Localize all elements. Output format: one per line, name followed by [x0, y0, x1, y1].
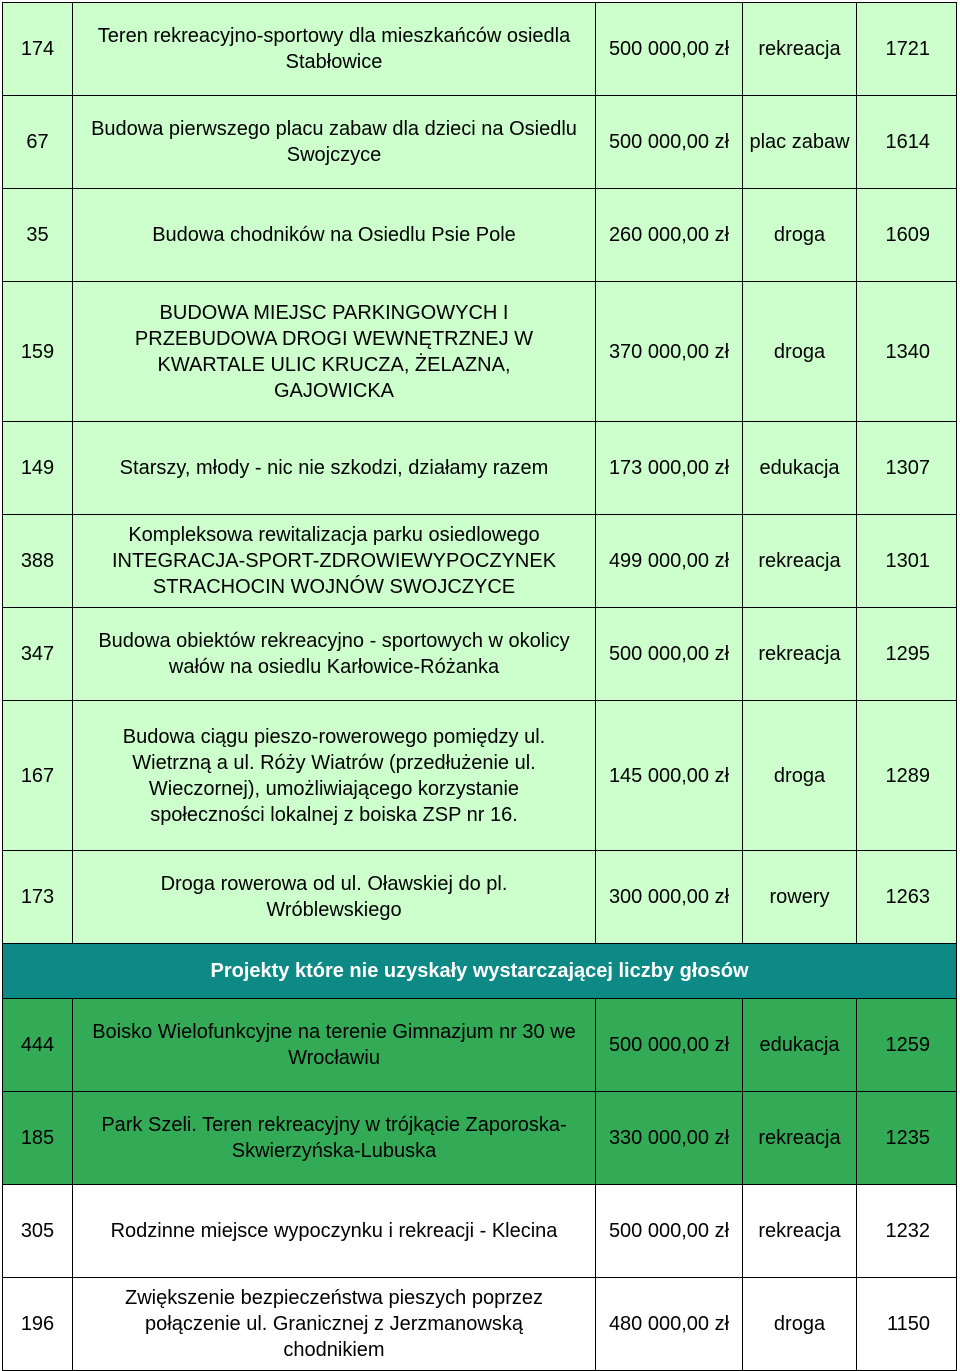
- project-name: Kompleksowa rewitalizacja parku osiedlowego INTEGRACJA-SPORT-ZDROWIEWYPOCZYNEK STRACHOCIN WOJNÓW SWOJCZYCE: [73, 515, 596, 608]
- table-row: [3, 999, 957, 1092]
- project-cost: 145 000,00 zł: [596, 701, 743, 851]
- table-row: [3, 515, 957, 608]
- project-votes: 1301: [857, 515, 957, 608]
- project-id: 305: [3, 1185, 73, 1278]
- project-cost: 330 000,00 zł: [596, 1092, 743, 1185]
- project-cost: 500 000,00 zł: [596, 1185, 743, 1278]
- project-name: Droga rowerowa od ul. Oławskiej do pl. Wróblewskiego: [73, 851, 596, 944]
- project-name: Park Szeli. Teren rekreacyjny w trójkącie Zaporoska-Skwierzyńska-Lubuska: [73, 1092, 596, 1185]
- table-row: [3, 1185, 957, 1278]
- project-id: 159: [3, 282, 73, 422]
- project-votes: 1235: [857, 1092, 957, 1185]
- project-category: rowery: [743, 851, 857, 944]
- project-id: 196: [3, 1278, 73, 1371]
- table-row: [3, 96, 957, 189]
- projects-table: [2, 2, 957, 1371]
- project-votes: 1289: [857, 701, 957, 851]
- project-cost: 300 000,00 zł: [596, 851, 743, 944]
- project-name: Teren rekreacyjno-sportowy dla mieszkańców osiedla Stabłowice: [73, 3, 596, 96]
- project-votes: 1307: [857, 422, 957, 515]
- project-name: Budowa ciągu pieszo-rowerowego pomiędzy ul. Wietrzną a ul. Róży Wiatrów (przedłużenie ul. Wieczornej), umożliwiającego korzystanie społeczności lokalnej z boiska ZSP nr 16.: [73, 701, 596, 851]
- project-name: Budowa pierwszego placu zabaw dla dzieci na Osiedlu Swojczyce: [73, 96, 596, 189]
- project-cost: 260 000,00 zł: [596, 189, 743, 282]
- table-row: [3, 608, 957, 701]
- project-id: 388: [3, 515, 73, 608]
- project-cost: 500 000,00 zł: [596, 3, 743, 96]
- project-votes: 1340: [857, 282, 957, 422]
- project-votes: 1609: [857, 189, 957, 282]
- project-cost: 173 000,00 zł: [596, 422, 743, 515]
- table-row: [3, 1092, 957, 1185]
- project-cost: 500 000,00 zł: [596, 999, 743, 1092]
- project-category: droga: [743, 1278, 857, 1371]
- table-row: [3, 422, 957, 515]
- table-row: [3, 189, 957, 282]
- project-name: Budowa obiektów rekreacyjno - sportowych w okolicy wałów na osiedlu Karłowice-Różanka: [73, 608, 596, 701]
- project-name: BUDOWA MIEJSC PARKINGOWYCH I PRZEBUDOWA DROGI WEWNĘTRZNEJ W KWARTALE ULIC KRUCZA, ŻELAZNA, GAJOWICKA: [73, 282, 596, 422]
- project-category: plac zabaw: [743, 96, 857, 189]
- project-category: rekreacja: [743, 515, 857, 608]
- project-name: Budowa chodników na Osiedlu Psie Pole: [73, 189, 596, 282]
- project-votes: 1259: [857, 999, 957, 1092]
- project-id: 167: [3, 701, 73, 851]
- project-category: rekreacja: [743, 3, 857, 96]
- project-cost: 480 000,00 zł: [596, 1278, 743, 1371]
- project-id: 174: [3, 3, 73, 96]
- table-row: [3, 282, 957, 422]
- project-id: 173: [3, 851, 73, 944]
- project-category: droga: [743, 189, 857, 282]
- project-cost: 500 000,00 zł: [596, 96, 743, 189]
- project-id: 35: [3, 189, 73, 282]
- project-id: 149: [3, 422, 73, 515]
- project-votes: 1232: [857, 1185, 957, 1278]
- project-votes: 1295: [857, 608, 957, 701]
- project-category: rekreacja: [743, 608, 857, 701]
- project-name: Rodzinne miejsce wypoczynku i rekreacji - Klecina: [73, 1185, 596, 1278]
- project-category: edukacja: [743, 999, 857, 1092]
- project-cost: 370 000,00 zł: [596, 282, 743, 422]
- table-row: [3, 3, 957, 96]
- project-category: droga: [743, 701, 857, 851]
- project-name: Starszy, młody - nic nie szkodzi, działamy razem: [73, 422, 596, 515]
- project-id: 444: [3, 999, 73, 1092]
- project-id: 185: [3, 1092, 73, 1185]
- table-row: [3, 851, 957, 944]
- project-votes: 1263: [857, 851, 957, 944]
- table-row: [3, 1278, 957, 1371]
- project-category: edukacja: [743, 422, 857, 515]
- project-name: Zwiększenie bezpieczeństwa pieszych poprzez połączenie ul. Granicznej z Jerzmanowską chodnikiem: [73, 1278, 596, 1371]
- project-votes: 1150: [857, 1278, 957, 1371]
- project-votes: 1721: [857, 3, 957, 96]
- project-name: Boisko Wielofunkcyjne na terenie Gimnazjum nr 30 we Wrocławiu: [73, 999, 596, 1092]
- section-header-row: [3, 944, 957, 999]
- project-cost: 499 000,00 zł: [596, 515, 743, 608]
- project-cost: 500 000,00 zł: [596, 608, 743, 701]
- project-id: 67: [3, 96, 73, 189]
- project-category: rekreacja: [743, 1185, 857, 1278]
- project-category: droga: [743, 282, 857, 422]
- project-id: 347: [3, 608, 73, 701]
- project-votes: 1614: [857, 96, 957, 189]
- section-header: Projekty które nie uzyskały wystarczającej liczby głosów: [3, 944, 957, 999]
- project-category: rekreacja: [743, 1092, 857, 1185]
- table-row: [3, 701, 957, 851]
